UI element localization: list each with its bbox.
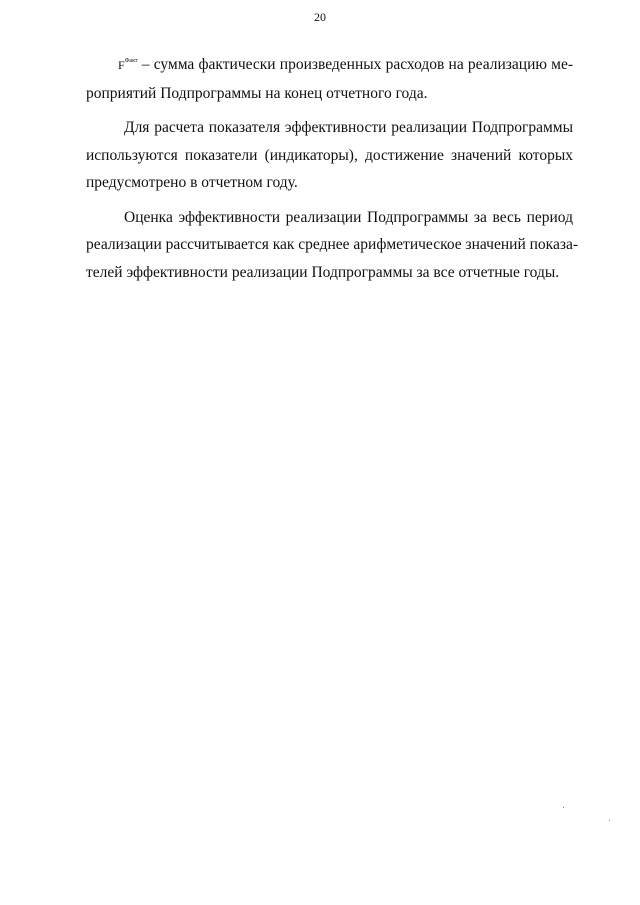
- paragraph-fact-definition: [86, 48, 573, 107]
- text-line: телей эффективности реализации Подпрограммы за все отчетные годы.: [86, 263, 560, 281]
- text-line: [86, 48, 573, 80]
- text-line-content: – сумма фактически произведенных расходов на реализацию ме-: [137, 56, 573, 73]
- text-line: Оценка эффективности реализации Подпрограммы за весь период: [124, 208, 573, 226]
- scan-speck: [609, 820, 610, 821]
- text-line: Для расчета показателя эффективности реализации Подпрограммы: [124, 119, 573, 136]
- paragraph-overall-evaluation: [86, 204, 579, 287]
- text-line: предусмотрено в отчетном году.: [86, 174, 298, 191]
- paragraph-indicator-calculation: [86, 114, 573, 197]
- text-line: реализации рассчитывается как среднее арифметическое значений показа-: [86, 236, 579, 253]
- formula-superscript: Факт: [124, 58, 138, 64]
- scan-speck: [563, 807, 564, 808]
- text-line: используются показатели (индикаторы), достижение значений которых: [86, 146, 573, 164]
- formula-symbol: F: [118, 58, 125, 72]
- page-number: 20: [314, 10, 326, 24]
- text-line: роприятий Подпрограммы на конец отчетного года.: [86, 84, 428, 102]
- body-text: [86, 48, 579, 286]
